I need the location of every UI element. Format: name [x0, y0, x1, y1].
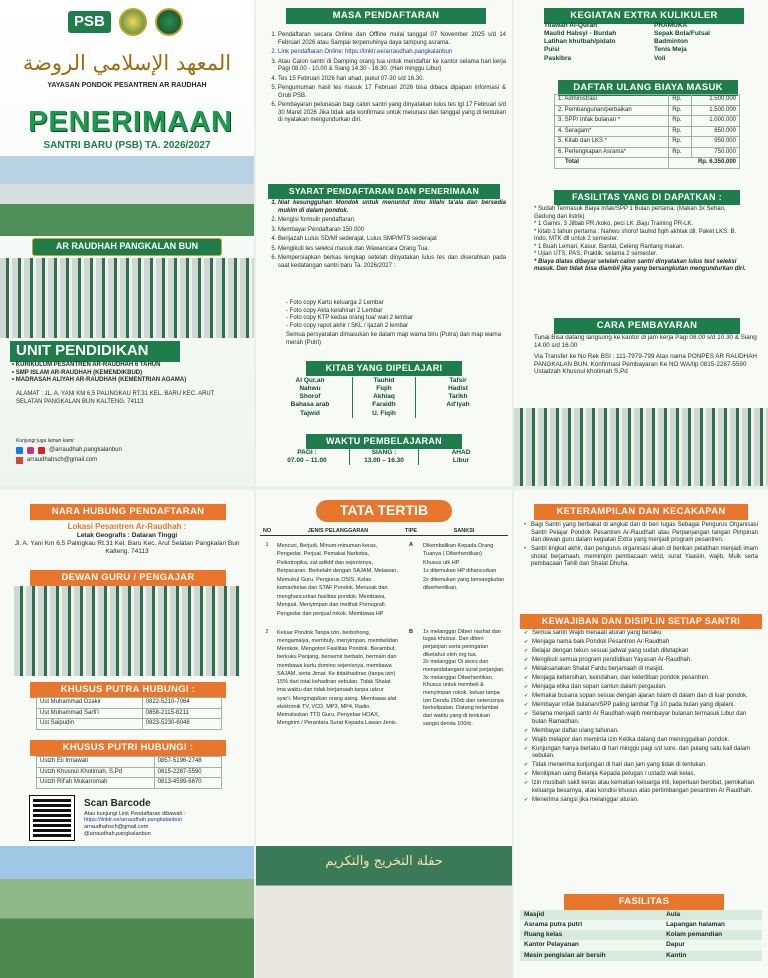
social-title: Kunjungi juga laman kami: [16, 438, 75, 444]
rules-table [260, 528, 508, 728]
table-row: Mesin pengisian air bersih Kantin [520, 951, 762, 961]
kitab-col: Tauhid Fiqih Akhlaq Faraidh U. Fiqih [352, 377, 416, 418]
table-row: Masjid Aula [520, 910, 762, 920]
table-row: 3. SPP/ Infak bulanan * Rp. 1.000.000 [555, 116, 740, 127]
campus-photo [0, 156, 254, 236]
teachers-photo [14, 586, 240, 676]
kew-item: ✔ Menitipkan uang Belanja Kepada petugas / ustadz wali kelas. [524, 771, 760, 779]
berkas-item: - Foto copy KTP kedua orang tua/ wali 2 lembar [286, 315, 413, 321]
waktu-cell: PAGI : 07.00 – 11.00 [287, 449, 327, 465]
arabic-title: المعهد الإسلامي الروضة [22, 51, 232, 75]
lokasi-title: Lokasi Pesantren Ar-Raudhah : [67, 522, 187, 531]
masa-title: MASA PENDAFTARAN [286, 8, 486, 24]
masa-item: 3. Atau Calon santri di Damping orang tua untuk mendaftar ke kantor selama hari kerja Pagi 08.00 - 10.00 & Siang 14.30 - 16.30. (Hari minggu Libur) [278, 59, 506, 74]
table-row: 1 Mencuri, Berjudi, Minum-minuman keras, Pengedar, Perjual, Pemakai Narkoba, Psikotropika, zat adiktif dan sejenisnya, Berpacaran. Berkelahi dengan SAJAM, Melawan, Memukul Guru, Pengurus OSIS, Kelas kamar/kelas dan STAF Pondok. Merusak dan menghancurkan fasilitas pondok. Membawa, Menjual, Menyimpan dan melihat Pornografi. Pengedar dan penjual rokok. Membawa HP A Dikembalikan Kepada Orang Tuanya ( Diberhentikan) Khusus utk HP 1x ditemukan HP dihancurkan 2x ditemukan yang bersangkutan diberhentikan. [265, 541, 505, 617]
students-photo [0, 258, 254, 338]
masa-list [262, 32, 506, 127]
syarat-item: 6. Mempersiapkan berkas lengkap setelah dinyatakan lulus tes dan diserahkan pada saat kedatangan santri baru Ta. 2026/2027 : [278, 255, 506, 270]
table-row: 5. Kitab dan LKS * Rp. 950.000 [555, 137, 740, 148]
lokasi-block [12, 522, 242, 556]
kew-item: ✔ Wajib melapor dan meminta izin Ketika datang dan meninggalkan pondok. [524, 737, 760, 745]
scan-link[interactable]: https://linktr.ee/arraudhah.pangkalanbun [84, 817, 183, 824]
panel-duties [514, 490, 768, 978]
table-row: Asrama putra putri Lapangan halaman [520, 920, 762, 930]
table-row: Ustzh Eli Irmawati 0857-5196-2748 [37, 757, 222, 768]
kew-item: ✔ Tidak menerima kunjungan di hari dan jam yang tidak di tentukan. [524, 762, 760, 770]
table-row: Ust Muhammad Dzakir 0822-5210-7064 [37, 698, 222, 709]
banner [32, 238, 222, 256]
banner-text: AR RAUDHAH PANGKALAN BUN [55, 241, 199, 252]
masa-item: 6. Pembayaran pelunasan bagi calon santri yang dinyatakan lulus tes tgl 17 Februari s/d 30 Maret 2026 Jika tidak ada konfirmasi untuk melunasi dari tanggal yang di tentukan di nyatakan mengundurkan diri. [278, 102, 506, 125]
alamat: Jl. A. Yani Km 6,5 Palingkau Rt.31 Kel. Baru Kec. Arut Selatan Pangkalan Bun Kalteng. 74113 [14, 540, 240, 556]
graduation-photo [256, 846, 512, 978]
fasilitas-item: * Ujian UTS, PAS, Praktik. selama 2 semester. [534, 251, 658, 257]
youtube-icon [38, 447, 45, 454]
kew-item: ✔ Memakai busana sopan sesuai dengan ajaran Islam di dalam dan di luar pondok. [524, 693, 760, 701]
rules-title: TATA TERTIB [316, 500, 452, 522]
bayar-title: CARA PEMBAYARAN [554, 318, 740, 334]
unit-item: • MADRASAH ALIYAH AR-RAUDHAH (KEMENTRIAN AGAMA) [12, 377, 187, 383]
kitab-grid [278, 377, 490, 418]
table-row: 1. Administrasi Rp. 1.500,000 [555, 95, 740, 106]
dewan-title: DEWAN GURU / PENGAJAR [30, 570, 226, 586]
kew-item: ✔ Belajar dengan tekun sesuai jadwal yang sudah ditetapkan [524, 648, 760, 656]
panel-rules [256, 490, 512, 978]
syarat-item: 4. Berijazah Lulus SD/MI sederajat, Lulus SMP/MTS sederajat [278, 236, 506, 244]
kitab-col: Tafsir Hadist Tarikh Ad'iyah [446, 377, 470, 409]
bayar-tunai: Tunai Bisa datang langsung ke kantor di jam kerja Pagi 08.00 s/d 10.30 & Siang 14.00 s/d 16.00 [534, 334, 757, 349]
kew-item: ✔ Izin musibah sakit keras atau kematian keluarga inti, keperluan berobat, pernikahan keluarga besarnya, atau kondisi khusus atas pertimbangan pesantren Ar Raudhah. [524, 780, 760, 795]
scan-title: Scan Barcode [84, 798, 151, 809]
waktu-cell: SIANG : 13.00 – 16.30 [349, 449, 419, 465]
biaya-table [554, 94, 740, 169]
ketr-item: • Bagi Santri yang berbakat di angkat dan di beri tugas Sebagai Pengurus Organisasi Santri Pelajar Pondok Pesantren Ar-Raudhah atau Perpanjangan tangan Pimpinan dan dewan guru dalam kegiatan Extra yang menjadi program pesantren. [524, 522, 758, 545]
berkas-item: - Foto copy Akta kelahiran 2 Lembar [286, 307, 383, 314]
ekstra-grid [544, 22, 744, 63]
syarat-item: 3. Membayar Pendaftaran 150.000 [278, 227, 506, 235]
masa-item: 1. Pendaftaran secara Online dan Offline mulai tanggal 07 November 2025 s/d 14 Februari 2026 atau Sampai terpenuhinya daya tampung asrama. [278, 32, 506, 47]
waktu-row [272, 449, 496, 465]
bayar-list [534, 334, 758, 376]
headline-sub: SANTRI BARU (PSB) TA. 2026/2027 [43, 140, 211, 151]
table-row: 2 Keluar Pondok Tanpa izin, berbohong, mengamaiya, membuly, menyimpan, membelidan Merokok. Mengotori Fasilitas Pondok. Berambut, berkuku Panjang, bersemir berbato, bermain dan membawa kartu domino sejenisnya, membawa SAJAM, serta Jimat. Ke tidakhadiran (tanpa izin) 15% dari total kehadiran sebulan. Tidak Shalat ima waktu dan tidak berjamaah tanpa udzur syar'i. Menginap/kan orang asing. Membawa alat elektronik TV, VCD, MP3, MP4, Radio. Memalsukan TTD Guru, Penyebar HOAX, Mengirim / Perantara Surat Kepada Lawan Jenis. B 1x melanggar Diberi nashat dan tugas khusus. Dan diberi perjanjian serta peringatan diketahui oleh org tua. 2x melanggar Di skors dan menandatangani surat perjanjian. 3x melanggar Diberhentikan. Khusus untuk membeli & menyimpan rokok, keluar tanpa izin Denda 250rb dan seterusnya berkelipatan. Datang terlambat dari waktu yang di tentukan sangsi denda 100rb. [265, 628, 505, 727]
table-header: NO JENIS PELANGGARAN TIPE SANKSI [260, 528, 508, 535]
table-row: Ustzh Rif'ah Mukarromah 0813-4599-6670 [37, 778, 222, 789]
syarat-list [262, 200, 506, 272]
unit-list [12, 362, 252, 385]
facebook-icon [16, 447, 23, 454]
letak: Letak Geografis : Dataran Tinggi [76, 532, 178, 539]
panel-registration [256, 0, 512, 486]
ekstra-col: Tilawah Al-Quran Maulid Habsyi - Burdah Latihan khutbah/pidato Puisi Paskibra [544, 22, 617, 62]
panel-contacts [0, 490, 254, 978]
email-row [16, 457, 97, 465]
fasilitas-item: * 1 Buah Lemari, Kasur, Bantal, Celeng Rantang makan. [534, 243, 685, 250]
kew-item: ✔ Kunjungan hanya berlaku di hari minggu pagi s/d sore. dan pulang satu kali dalam sebulan. [524, 746, 760, 761]
table-row: Ust Saipudin 0823-5230-6048 [37, 719, 222, 730]
kew-item: ✔ Membayar infak bulanan/SPP paling lambat Tgl 10 pada bulan yang dijalani. [524, 702, 760, 710]
email-address[interactable]: arraudhahsch@gmail.com [27, 457, 98, 463]
panel-costs [514, 0, 768, 486]
unit-item: • KURIKULUM PESANTREN AR-RAUDHAH 6 TAHUN [12, 362, 161, 368]
fasilitas-item: * Sudah Termasuk Biaya Infak/SPP 1 Bulan pertama. (Makan 3x Sehari, Gedung dan listrik) [534, 206, 726, 220]
waktu-cell: AHAD Libur [451, 449, 471, 465]
headline: PENERIMAAN [28, 106, 233, 138]
syarat-item: 5. Mengikuti tes seleksi masuk dan Wawancara Orang Tua. [278, 246, 506, 254]
email-icon [16, 457, 23, 464]
berkas-note: Semua persyaratan dimasukan ke dalam map warna biru (Putra) dan map warna merah (Putri) [286, 332, 502, 346]
foundation-seal-icon [119, 8, 147, 36]
table-row: 4. Seragam* Rp. 650.000 [555, 126, 740, 137]
berkas-item: - Foto copy rapot akhir / SKL / Ijazah 2 lembar [286, 322, 409, 329]
panel-cover [0, 0, 254, 486]
social-handle[interactable]: @arraudhah.pangkalanbun [49, 447, 122, 453]
ketr-item: • Santri tingkat akhir, dan pengurus organisasi akan di berikan pelatihan menjadi imam sholat berjamaah, memimpin pembacaan wirid, surat Yaasiin, wajib, Mulk serta pembacaan Tahlil dan Shalat Dhuha. [524, 546, 758, 569]
syarat-item: 1. Niat kesungguhan Mondok untuk menuntut ilmu lillahi ta'ala dan bersedia mukim di dalam pondok. [278, 200, 506, 215]
social-row [16, 447, 122, 455]
masa-item[interactable]: 2. Link pendaftaran Online: https://linktr.ee/arraudhah.pangkalanbun [278, 49, 506, 57]
unit-title: UNIT PENDIDIKAN [10, 341, 180, 362]
table-row: Ustzh Khusnul Khotimah, S.Pd 0815-2287-5590 [37, 767, 222, 778]
fasilitas-list [534, 206, 746, 274]
putra-title: KHUSUS PUTRA HUBUNGI : [30, 682, 226, 698]
kew-item: ✔ Mengikuti semua program pendidikan Yayasan Ar-Raudhah. [524, 657, 760, 665]
kew-item: ✔ Menjaga etika dan sopan santun dalam pergaulan. [524, 684, 760, 692]
biaya-title: DAFTAR ULANG BIAYA MASUK [558, 80, 738, 96]
kitab-title: KITAB YANG DIPELAJARI [306, 361, 462, 376]
table-row: 2. Pembangunan/perbaikan Rp. 1.500.000 [555, 105, 740, 116]
logo-row [68, 8, 183, 36]
ketr-title: KETERAMPILAN DAN KECAKAPAN [534, 504, 748, 520]
table-row: Ust Muhammad Sarfi'i 0858-2115-8211 [37, 708, 222, 719]
unit-item: • SMP ISLAM AR-RAUDHAH (KEMENDIKBUD) [12, 369, 143, 376]
students-photo [514, 408, 768, 486]
psb-logo: PSB [68, 11, 111, 34]
syarat-title: SYARAT PENDAFTARAN DAN PENERIMAAN [268, 184, 500, 199]
kew-item: ✔ Menerima sangsi jika melanggar aturan. [524, 797, 760, 805]
putra-table [36, 697, 222, 730]
instagram-icon [27, 447, 34, 454]
fasilitas-item: * kitab 1 tahun pertama : Nahwu shorof tauhid fiqih akhlak dll. Paket LKS: B. Indo, MTK dll untuk 2 semester. [534, 228, 737, 242]
kew-item: ✔ Melaksanakan Shalat Fardu berjamaah di masjid. [524, 666, 760, 674]
photo-caption: حفلة التخريج والتكريم [325, 854, 443, 869]
kew-list [524, 630, 760, 806]
kew-item: ✔ Selama menjadi santri Ar Raudhah wajib membayar bulanan termasuk Libur dan bulan Ramadhan. [524, 711, 760, 726]
nara-title: NARA HUBUNG PENDAFTARAN [30, 504, 226, 520]
putri-title: KHUSUS PUTRI HUBUNGI : [30, 740, 226, 756]
fas-title: FASILITAS [564, 894, 724, 910]
fasilitas-item: * Biaya diatas dibayar setelah calon santri dinyatakan lulus test seleksi masuk. Dan tidak bisa diambil jika yang bersangkutan mengundurkan diri. [534, 258, 746, 272]
school-seal-icon [155, 8, 183, 36]
ketr-list [524, 522, 758, 570]
fasilitas-item: * 1 Gamis, 3 Jilbab PR./koko, peci LK ,Baju Training PR-LK. [534, 221, 694, 227]
kew-title: KEWAJIBAN DAN DISIPLIN SETIAP SANTRI [520, 614, 762, 629]
table-row: 6. Perlengkapan Asrama* Rp. 750.000 [555, 147, 740, 158]
address: ALAMAT : JL. A. YANI KM 6,5 PALINGKAU RT.31 KEL. BARU KEC. ARUT SELATAN PANGKALAN BUN KALTENG. 74113 [16, 391, 215, 405]
syarat-item: 2. Mengisi formulir pendaftaran. [278, 217, 506, 225]
bayar-transfer: Via Transfer ke No Rek BSI : 111-7979-799 Atas nama PONPES AR RAUDHAH PANGKALAN BUN. Konfirmasi Pembayaran Ke NO WA/tlp 0815-2287-5590 Ustadzah Khusnul khotimah S,Pd [534, 352, 757, 376]
kew-item: ✔ Menjaga nama baik Pondok Pesantren Ar-Raudhah [524, 639, 760, 647]
kew-item: ✔ Menjaga kebersihan, keindahan, dan ketertiban pondok pesantren. [524, 675, 760, 683]
fas-table [520, 910, 762, 961]
table-row: Ruang kelas Kolam pemandian [520, 930, 762, 940]
kitab-col: Al Qur,an Nahwu Shorof Bahasa arab Tajwid [290, 377, 330, 417]
kew-item: ✔ Membayar daftar ulang tahunan. [524, 728, 760, 736]
berkas-list [286, 300, 506, 347]
masa-item: 4. Tes 15 Februari 2026 hari ahad, pukul 07-30 s/d 16.30. [278, 76, 506, 84]
ekstra-title: KEGIATAN EXTRA KULIKULER [544, 8, 744, 24]
scan-hint: Atau kunjungi Link Pendaftaran dibawah : [84, 810, 186, 817]
fasilitas-title: FASILITAS YANG DI DAPATKAN : [554, 190, 740, 205]
kew-item: ✔ Semua santri Wajib menaati aturan yang berlaku [524, 630, 760, 638]
total-row: Total Rp. 6.350.000 [555, 158, 740, 169]
campus-aerial-photo [0, 846, 254, 978]
scan-email[interactable]: arraudhahsch@gmail.com [84, 824, 149, 831]
berkas-item: - Foto copy Kartu keluarga 2 Lembar [286, 300, 384, 306]
masa-item: 5. Pengumuman hasil tes masuk 17 Februari 2026 bisa dibaca dipapan informasi & Grub PSB. [278, 85, 506, 100]
scan-block [84, 798, 250, 838]
putri-table [36, 756, 222, 789]
table-row: Kantor Pelayanan Dapur [520, 940, 762, 950]
foundation-name: YAYASAN PONDOK PESANTREN AR RAUDHAH [47, 82, 207, 89]
waktu-title: WAKTU PEMBELAJARAN [306, 434, 462, 449]
qr-code[interactable] [30, 796, 74, 840]
scan-social[interactable]: @arraudhah.pangkalanbun [84, 831, 151, 838]
ekstra-col: PRAMUKA Sepak Bola/Futsal Badminton Tenis Meja Voli [654, 22, 710, 62]
